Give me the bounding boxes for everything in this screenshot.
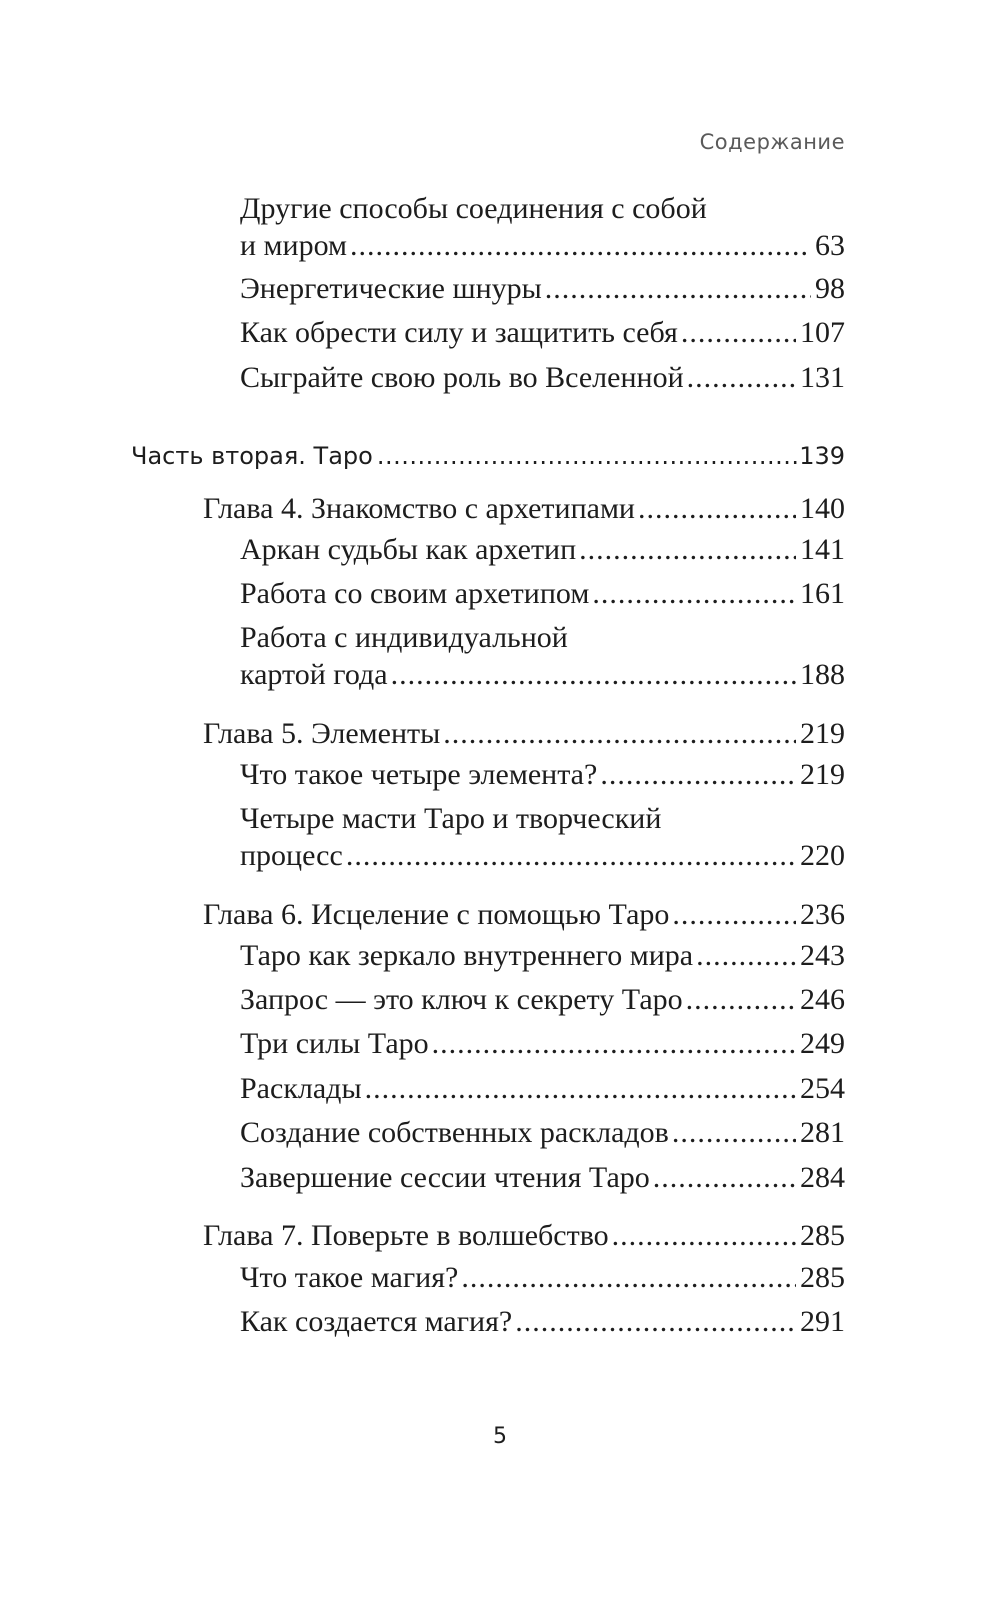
toc-page-number: 131	[800, 361, 845, 394]
toc-entry	[240, 756, 845, 793]
toc-entry	[240, 937, 845, 974]
toc-entry	[240, 1025, 845, 1062]
toc-chapter-title: Глава 4. Знакомство с архетипами	[203, 492, 635, 525]
toc-chapter-entry	[203, 896, 845, 933]
toc-page-number: 219	[800, 758, 845, 791]
running-header: Содержание	[699, 130, 845, 154]
toc-page-number: 254	[800, 1072, 845, 1105]
toc-entry-title: и миром	[240, 229, 348, 262]
toc-page-number: 98	[815, 272, 845, 305]
toc-entry	[240, 1303, 845, 1340]
toc-page-number: 161	[800, 577, 845, 610]
leader-dots	[687, 359, 796, 396]
toc-page-number: 63	[815, 229, 845, 262]
toc-entry	[240, 1159, 845, 1196]
toc-part-entry	[131, 438, 845, 475]
toc-entry	[240, 800, 845, 874]
toc-page-number: 285	[800, 1219, 845, 1252]
toc-page-number: 188	[800, 658, 845, 691]
leader-dots	[391, 656, 796, 693]
toc-page-number: 243	[800, 939, 845, 972]
leader-dots	[696, 937, 796, 974]
toc-entry	[240, 1114, 845, 1151]
toc-entry-title-line1: Четыре масти Таро и творческий	[240, 802, 662, 835]
toc-page-number: 249	[800, 1027, 845, 1060]
toc-entry-title: Три силы Таро	[240, 1027, 429, 1060]
toc-entry-title: картой года	[240, 658, 388, 691]
leader-dots	[672, 896, 796, 933]
leader-dots	[545, 270, 811, 307]
toc-page-number: 107	[800, 316, 845, 349]
toc-page-number: 236	[800, 898, 845, 931]
leader-dots	[346, 837, 796, 874]
leader-dots	[638, 490, 796, 527]
toc-page-number: 284	[800, 1161, 845, 1194]
leader-dots	[443, 715, 796, 752]
toc-entry-title: Как создается магия?	[240, 1305, 513, 1338]
toc-entry-title: Запрос — это ключ к секрету Таро	[240, 983, 683, 1016]
toc-entry-title-line1: Работа с индивидуальной	[240, 621, 568, 654]
toc-chapter-title: Глава 6. Исцеление с помощью Таро	[203, 898, 670, 931]
toc-entry-title: Создание собственных раскладов	[240, 1116, 669, 1149]
toc-page-number: 246	[800, 983, 845, 1016]
toc-page-number: 281	[800, 1116, 845, 1149]
leader-dots	[461, 1259, 796, 1296]
leader-dots	[350, 227, 811, 264]
toc-entry-title: Завершение сессии чтения Таро	[240, 1161, 650, 1194]
toc-entry-title: процесс	[240, 839, 343, 872]
toc-entry-title: Что такое магия?	[240, 1261, 459, 1294]
toc-page-number: 219	[800, 717, 845, 750]
toc-entry-title: Что такое четыре элемента?	[240, 758, 598, 791]
leader-dots	[515, 1303, 796, 1340]
leader-dots	[681, 314, 796, 351]
toc-page-number: 140	[800, 492, 845, 525]
leader-dots	[653, 1159, 796, 1196]
toc-chapter-title: Глава 5. Элементы	[203, 717, 441, 750]
leader-dots	[612, 1217, 796, 1254]
leader-dots	[432, 1025, 796, 1062]
leader-dots	[579, 531, 796, 568]
toc-page-number: 139	[799, 442, 845, 470]
toc-entry-title: Энергетические шнуры	[240, 272, 542, 305]
toc-entry-title: Сыграйте свою роль во Вселенной	[240, 361, 684, 394]
toc-entry-title: Расклады	[240, 1072, 362, 1105]
toc-entry	[240, 1070, 845, 1107]
toc-entry-title: Таро как зеркало внутреннего мира	[240, 939, 694, 972]
toc-entry-title: Работа со своим архетипом	[240, 577, 590, 610]
toc-entry-title: Аркан судьбы как архетип	[240, 533, 577, 566]
toc-entry	[240, 1259, 845, 1296]
toc-part-title: Часть вторая. Таро	[131, 442, 373, 470]
toc-entry	[240, 575, 845, 612]
toc-chapter-entry	[203, 1217, 845, 1254]
toc-entry	[240, 190, 845, 264]
toc-page-number: 220	[800, 839, 845, 872]
toc-entry	[240, 981, 845, 1018]
leader-dots	[592, 575, 796, 612]
leader-dots	[672, 1114, 796, 1151]
toc-page-number: 291	[800, 1305, 845, 1338]
leader-dots	[686, 981, 796, 1018]
toc-chapter-entry	[203, 490, 845, 527]
page-number: 5	[493, 1424, 507, 1449]
toc-chapter-title: Глава 7. Поверьте в волшебство	[203, 1219, 609, 1252]
toc-chapter-entry	[203, 715, 845, 752]
toc-entry	[240, 314, 845, 351]
toc-entry	[240, 531, 845, 568]
toc-entry	[240, 270, 845, 307]
toc-entry	[240, 619, 845, 693]
leader-dots	[600, 756, 796, 793]
toc-page-number: 141	[800, 533, 845, 566]
toc-page-number: 285	[800, 1261, 845, 1294]
leader-dots	[365, 1070, 796, 1107]
leader-dots	[377, 438, 797, 475]
toc-entry	[240, 359, 845, 396]
toc-entry-title: Как обрести силу и защитить себя	[240, 316, 678, 349]
toc-entry-title-line1: Другие способы соединения с собой	[240, 192, 707, 225]
